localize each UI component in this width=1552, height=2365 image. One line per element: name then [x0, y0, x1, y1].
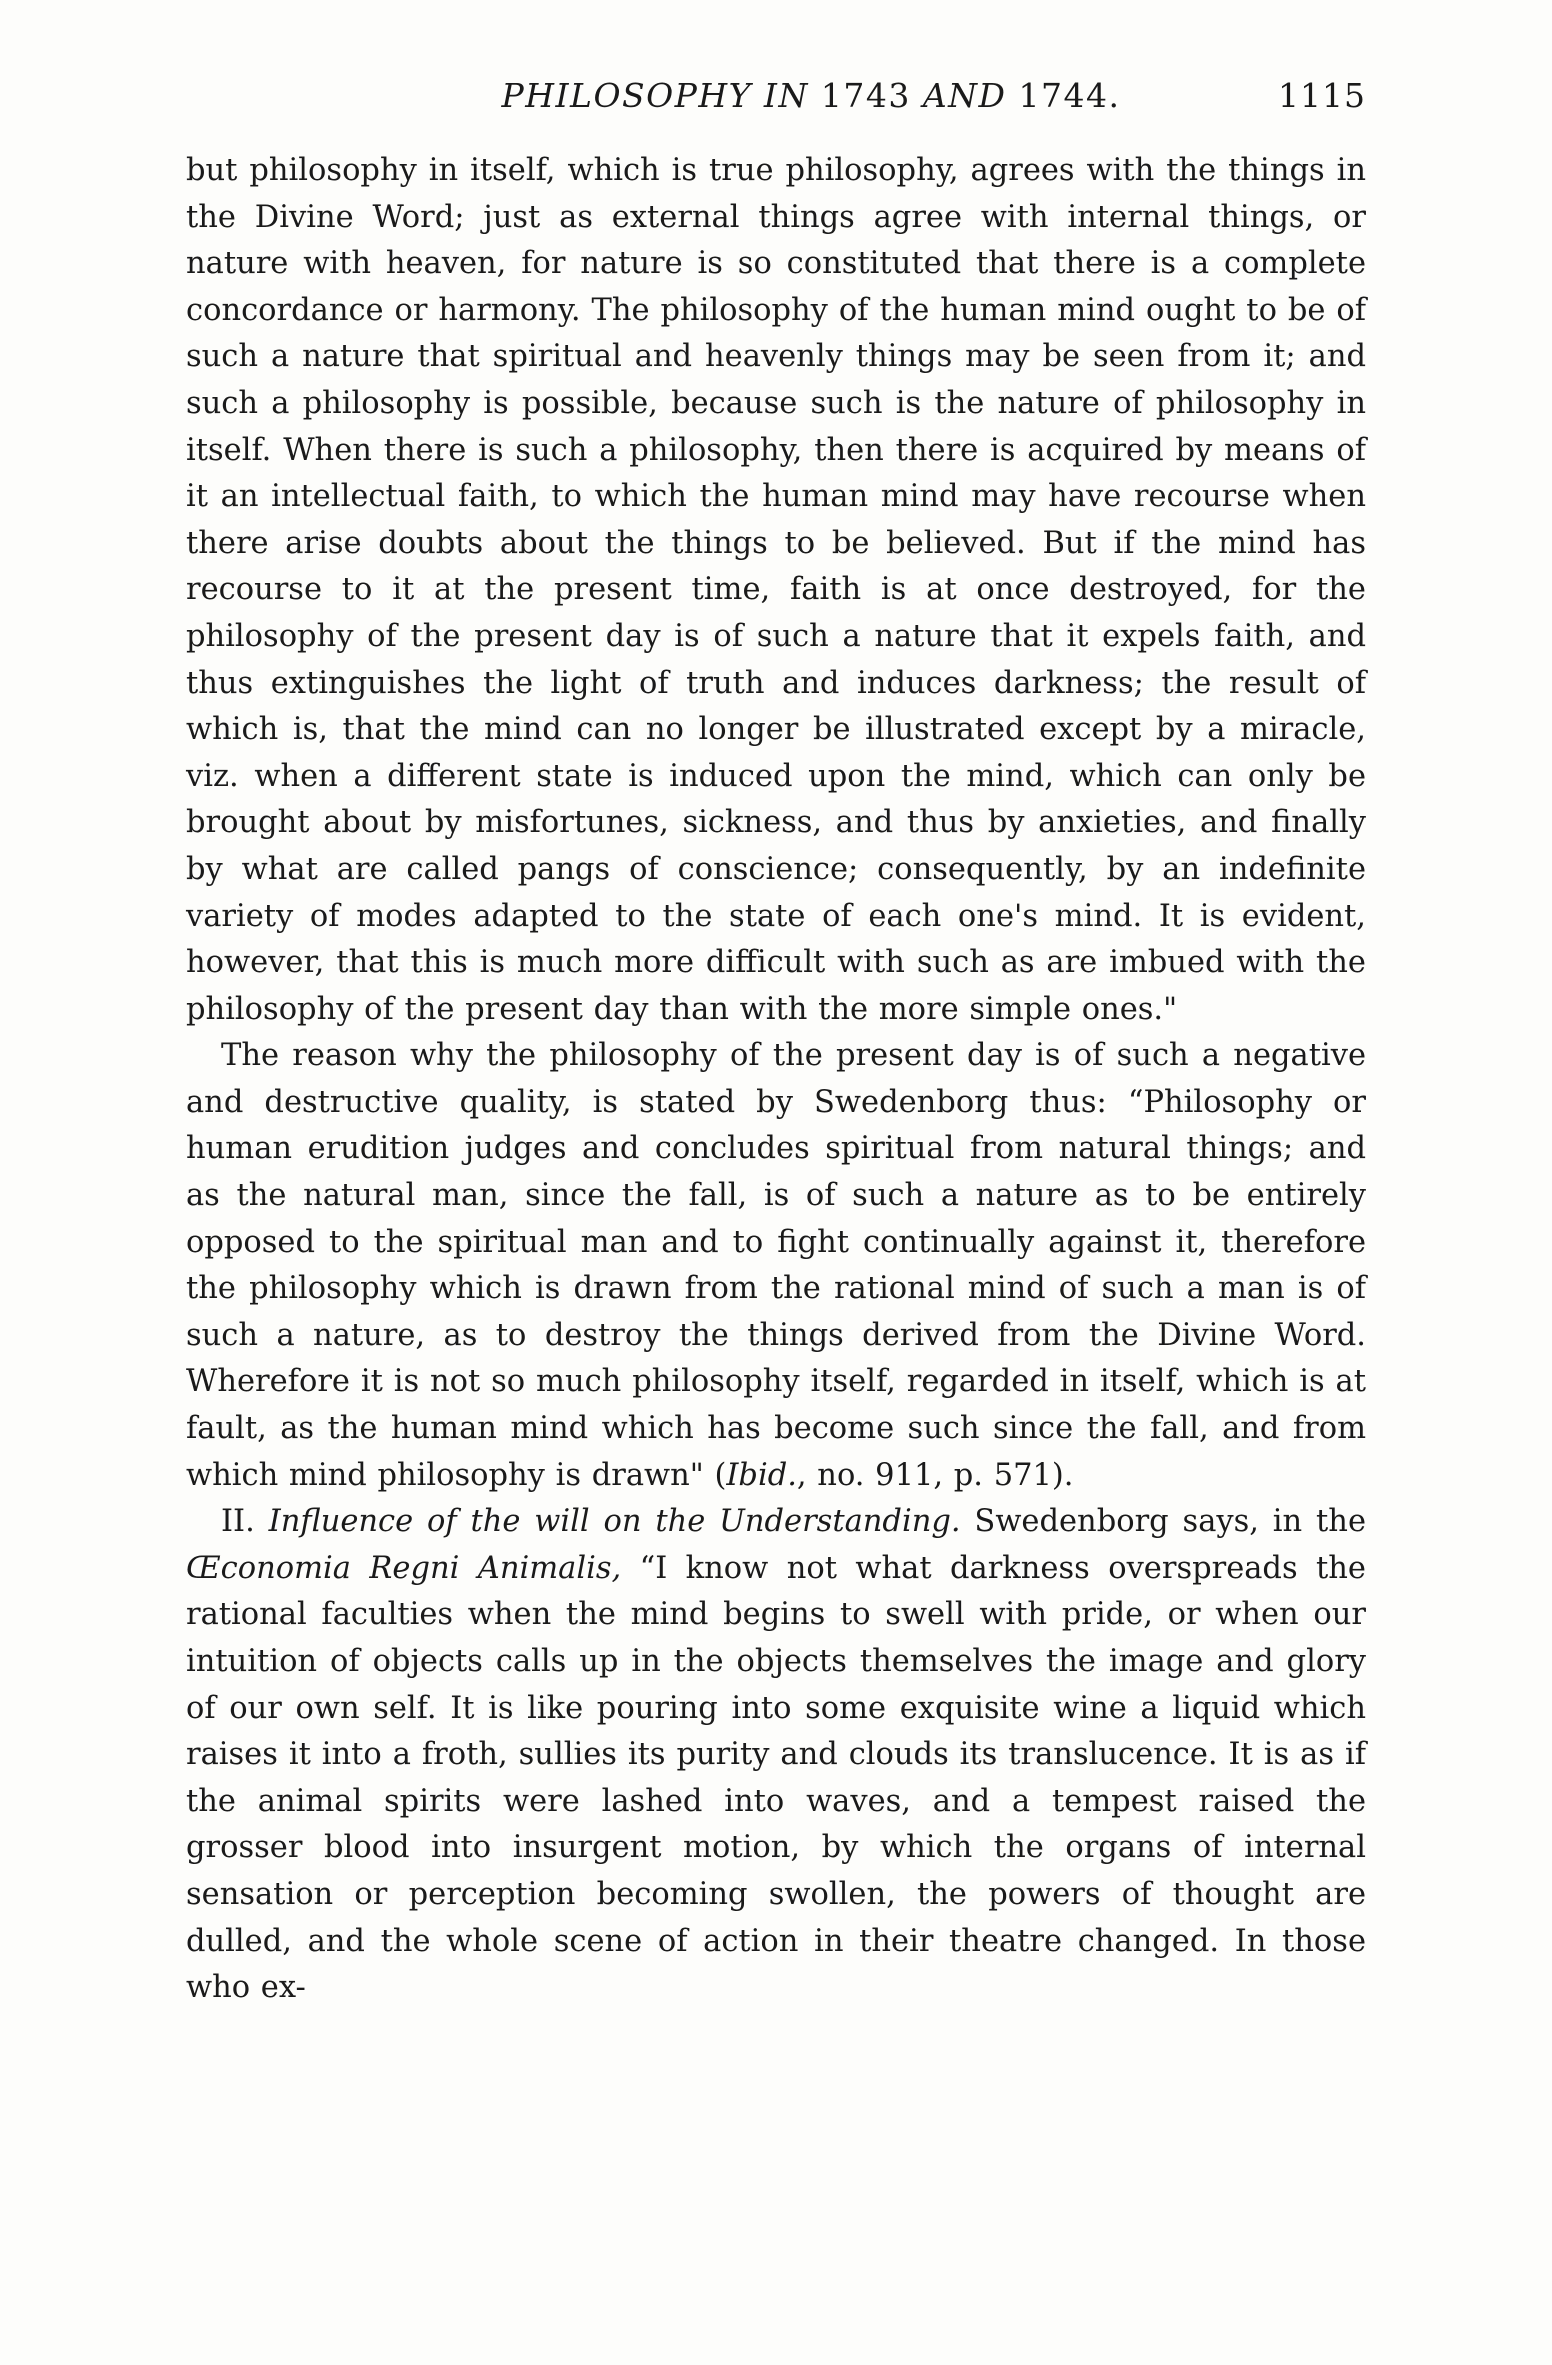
paragraph-2-citation: , no. 911, p. 571). [796, 1457, 1074, 1493]
page-number: 1115 [1278, 76, 1366, 115]
section-heading: Influence of the will on the Understanding. [268, 1504, 961, 1540]
paragraph-3-intro: Swedenborg says, in the [960, 1504, 1366, 1540]
running-title-prefix: PHILOSOPHY IN [501, 76, 821, 115]
running-title-year-one: 1743 [820, 76, 911, 115]
paragraph-2 [186, 1033, 1366, 1499]
running-title-year-two: 1744. [1018, 76, 1121, 115]
running-head [186, 58, 1366, 148]
paragraph-3-quote: “I know not what darkness overspreads the rational faculties when the mind begins to swell with pride, or when our intuition of objects calls up in the objects themselves the image and glory of our own self. It is like pouring into some exquisite wine a liquid which raises it into a froth, sullies its purity and clouds its translucence. It is as if the animal spirits were lashed into waves, and a tempest raised the grosser blood into insurgent motion, by which the organs of internal sensation or perception becoming swollen, the powers of thought are dulled, and the whole scene of action in their theatre changed. In those who ex- [186, 1550, 1366, 2006]
running-title [186, 76, 1366, 115]
book-page [186, 58, 1366, 2012]
work-title: Œconomia Regni Animalis, [186, 1550, 622, 1586]
section-numeral: II. [221, 1504, 269, 1540]
paragraph-2-ibid: Ibid. [726, 1457, 797, 1493]
paragraph-3 [186, 1499, 1366, 2012]
running-title-and: AND [910, 76, 1019, 115]
body-text [186, 148, 1366, 2012]
paragraph-1: but philosophy in itself, which is true philosophy, agrees with the things in the Divine Word; just as external things agree with internal things, or nature with heaven, for nature is so constituted that there is a complete concordance or harmony. The philosophy of the human mind ought to be of such a nature that spiritual and heavenly things may be seen from it; and such a philosophy is possible, because such is the nature of philosophy in itself. When there is such a philosophy, then there is acquired by means of it an intellectual faith, to which the human mind may have recourse when there arise doubts about the things to be believed. But if the mind has recourse to it at the present time, faith is at once destroyed, for the philosophy of the present day is of such a nature that it expels faith, and thus extinguishes the light of truth and induces darkness; the result of which is, that the mind can no longer be illustrated except by a miracle, viz. when a different state is induced upon the mind, which can only be brought about by misfortunes, sickness, and thus by anxieties, and finally by what are called pangs of conscience; consequently, by an indefinite variety of modes adapted to the state of each one's mind. It is evident, however, that this is much more difficult with such as are imbued with the philosophy of the present day than with the more simple ones." [186, 153, 1366, 1027]
paragraph-2-text: The reason why the philosophy of the present day is of such a negative and destructive quality, is stated by Swedenborg thus: “Philosophy or human erudition judges and concludes spiritual from natural things; and as the natural man, since the fall, is of such a nature as to be entirely opposed to the spiritual man and to fight continually against it, therefore the philosophy which is drawn from the rational mind of such a man is of such a nature, as to destroy the things derived from the Divine Word. Wherefore it is not so much philosophy itself, regarded in itself, which is at fault, as the human mind which has become such since the fall, and from which mind philosophy is drawn" ( [186, 1038, 1366, 1493]
